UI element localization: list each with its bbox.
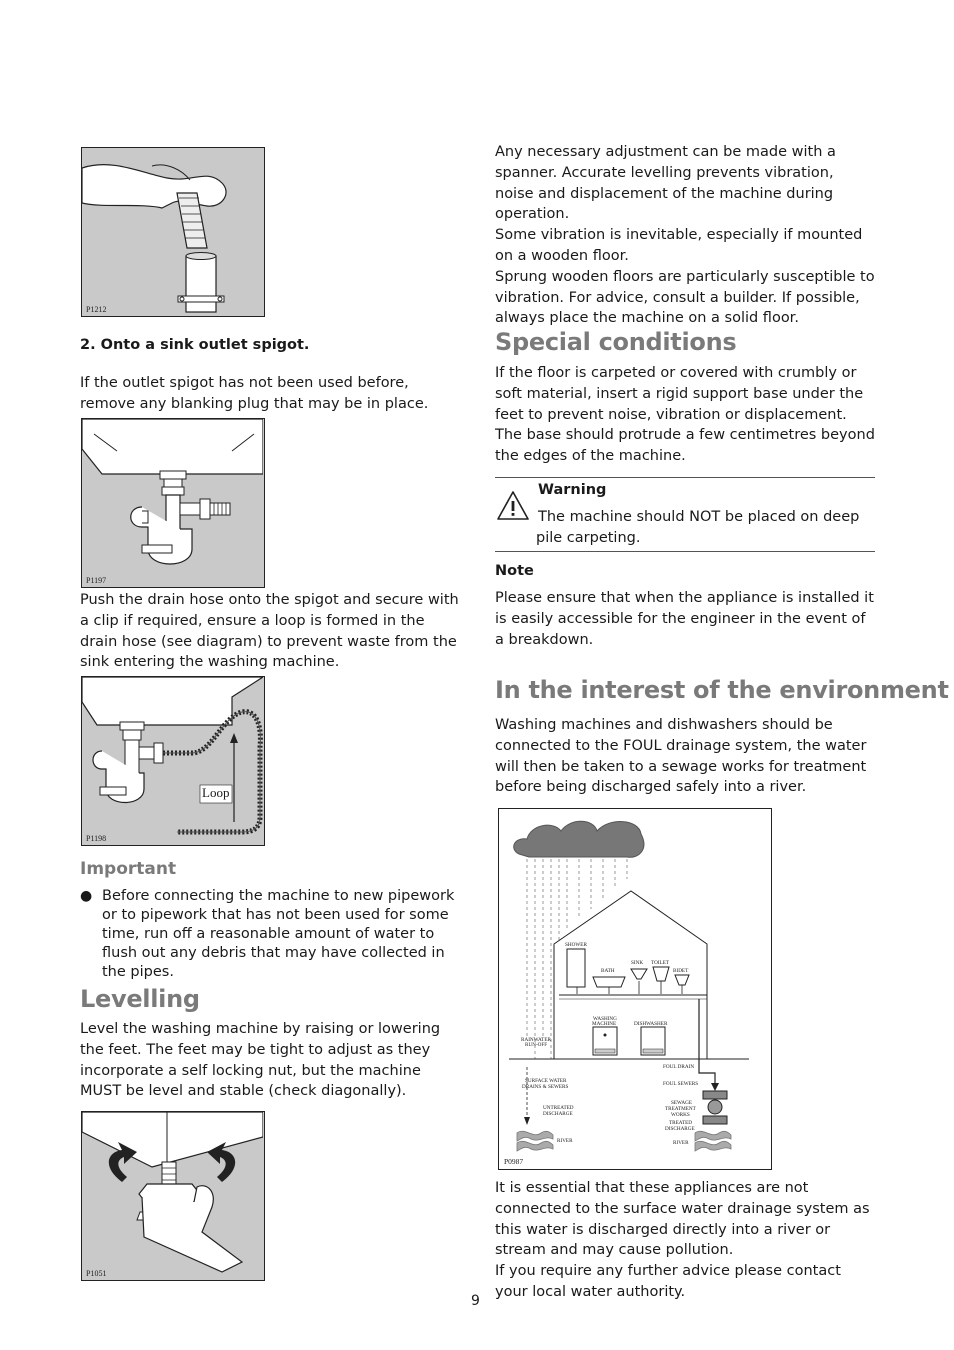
adjustment-text (495, 142, 875, 329)
adjustment-line-3: Sprung wooden floors are particularly susceptible to vibration. For advice, consult a builder. If possible, always place the machine on a solid floor. (495, 268, 875, 327)
surface-water-label-1: SURFACE WATER (525, 1078, 567, 1084)
river-right-label: RIVER (673, 1140, 689, 1146)
drainage-diagram (498, 808, 772, 1170)
warning-text: The machine should NOT be placed on deep pile carpeting. (536, 509, 860, 546)
figure-code: P1212 (86, 305, 107, 314)
sewage-label-1: SEWAGE (671, 1100, 693, 1106)
figure-code: P1197 (86, 576, 107, 585)
environment-paragraph: Washing machines and dishwashers should be connected to the FOUL drainage system, the water will then be taken to a sewage works for treatment before being discharged safely into a river. (495, 717, 867, 796)
foul-drain-label: FOUL DRAIN (663, 1064, 695, 1070)
adjustment-line-1: Any necessary adjustment can be made with a spanner. Accurate levelling prevents vibration, noise and displacement of the machine during operation. (495, 144, 836, 223)
surface-water-label-2: DRAINS & SEWERS (522, 1084, 569, 1090)
push-paragraph: Push the drain hose onto the spigot and secure with a clip if required, ensure a loop is formed in the drain hose (see diagram) to prevent waste from the sink entering the washing machine. (80, 592, 459, 671)
levelling-paragraph: Level the washing machine by raising or lowering the feet. The feet may be tight to adjust as they incorporate a self locking nut, but the machine MUST be level and stable (check diagonally). (80, 1021, 441, 1100)
treated-label-2: DISCHARGE (665, 1126, 695, 1132)
washing-machine-label-1: WASHING (593, 1016, 617, 1022)
special-conditions-paragraph: If the floor is carpeted or covered with crumbly or soft material, insert a rigid support base under the feet to prevent noise, vibration or displacement. The base should protrude a few centimetres beyond the edges of the machine. (495, 365, 875, 465)
levelling-heading: Levelling (80, 985, 200, 1013)
page-number: 9 (471, 1293, 480, 1309)
step-heading: 2. Onto a sink outlet spigot. (80, 337, 310, 353)
figure-hose-into-standpipe (81, 147, 265, 317)
step-paragraph: If the outlet spigot has not been used before, remove any blanking plug that may be in place. (80, 375, 429, 412)
note-heading: Note (495, 563, 534, 579)
figure-code: P0987 (504, 1157, 524, 1166)
note-text: Please ensure that when the appliance is installed it is easily accessible for the engineer in the event of a breakdown. (495, 590, 874, 648)
untreated-label-1: UNTREATED (543, 1105, 574, 1111)
essential-text (495, 1178, 875, 1303)
adjustment-line-2: Some vibration is inevitable, especially if mounted on a wooden floor. (495, 227, 863, 264)
figure-sink-spigot (81, 418, 265, 588)
essential-line-1: It is essential that these appliances are not connected to the surface water drainage system as this water is discharged directly into a river or stream and may cause pollution. (495, 1180, 870, 1259)
bidet-label: BIDET (673, 968, 689, 974)
figure-spanner-foot (81, 1111, 265, 1281)
dishwasher-label: DISHWASHER (634, 1021, 668, 1027)
special-conditions-heading: Special conditions (495, 328, 737, 356)
figure-code: P1198 (86, 834, 107, 843)
rainwater-label-2: RUN-OFF (525, 1042, 548, 1048)
figure-code: P1051 (86, 1269, 107, 1278)
loop-label: Loop (202, 785, 230, 800)
toilet-label: TOILET (651, 960, 670, 966)
important-bullet-text: Before connecting the machine to new pipework or to pipework that has not been used for some time, run off a reasonable amount of water to flush out any debris that may have collected in the pipes. (102, 888, 455, 980)
untreated-label-2: DISCHARGE (543, 1111, 573, 1117)
warning-box (495, 477, 875, 552)
warning-heading: Warning (538, 482, 607, 498)
rainwater-label-1: RAINWATER (521, 1037, 551, 1043)
bath-label: BATH (601, 968, 615, 974)
river-left-label: RIVER (557, 1138, 573, 1144)
environment-heading: In the interest of the environment (495, 676, 949, 704)
warning-triangle-icon (496, 490, 530, 522)
sewage-label-2: TREATMENT (665, 1106, 696, 1112)
foul-sewers-label: FOUL SEWERS (663, 1081, 699, 1087)
essential-line-2: If you require any further advice please contact your local water authority. (495, 1263, 841, 1300)
sink-label: SINK (631, 960, 644, 966)
treated-label-1: TREATED (669, 1120, 693, 1126)
important-bullet (80, 887, 458, 982)
washing-machine-label-2: MACHINE (592, 1021, 617, 1027)
figure-hose-loop (81, 676, 265, 846)
important-heading: Important (80, 859, 177, 879)
sewage-label-3: WORKS (671, 1112, 690, 1118)
bullet-icon: ● (80, 888, 93, 904)
shower-label: SHOWER (565, 942, 587, 948)
